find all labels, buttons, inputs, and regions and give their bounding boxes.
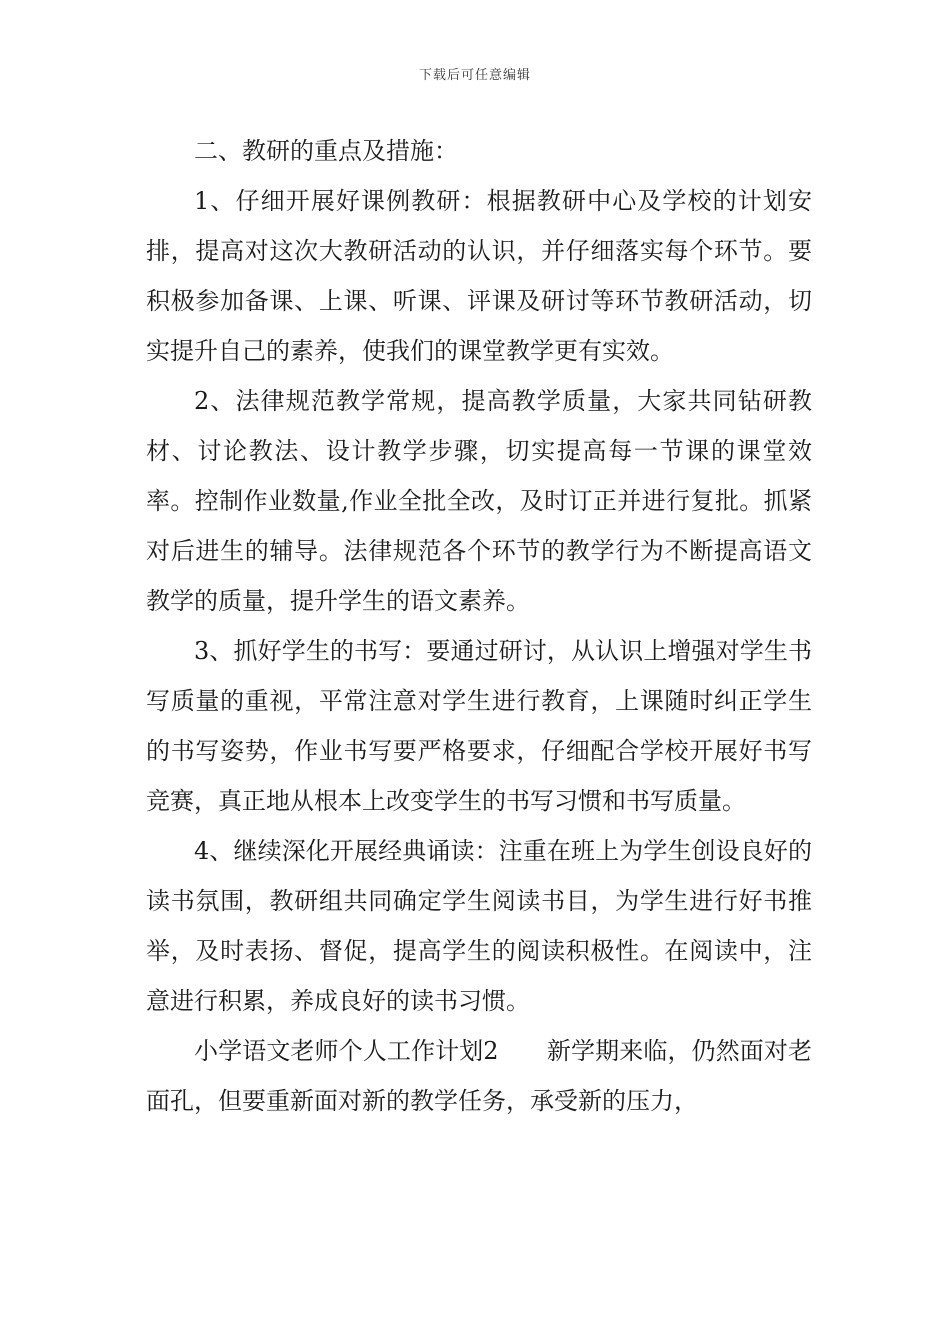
paragraph-item-4: 4、继续深化开展经典诵读：注重在班上为学生创设良好的读书氛围，教研组共同确定学生阅读书目，为学生进行好书推举，及时表扬、督促，提高学生的阅读积极性。在阅读中，注意进行积累，养成良好的读书习惯。 xyxy=(146,837,812,1015)
section-heading: 二、教研的重点及措施： xyxy=(194,137,458,165)
paragraph-item-1: 1、仔细开展好课例教研：根据教研中心及学校的计划安排，提高对这次大教研活动的认识，并仔细落实每个环节。要积极参加备课、上课、听课、评课及研讨等环节教研活动，切实提升自己的素养，使我们的课堂教学更有实效。 xyxy=(146,187,812,365)
paragraph-item-2: 2、法律规范教学常规，提高教学质量，大家共同钻研教材、讨论教法、设计教学步骤，切实提高每一节课的课堂效率。控制作业数量,作业全批全改，及时订正并进行复批。抓紧对后进生的辅导。法律规范各个环节的教学行为不断提高语文教学的质量，提升学生的语文素养。 xyxy=(146,387,812,615)
page-header-note: 下载后可任意编辑 xyxy=(418,68,531,83)
plan-2-intro-paragraph: 小学语文老师个人工作计划2 新学期来临，仍然面对老面孔，但要重新面对新的教学任务，承受新的压力， xyxy=(146,1037,812,1115)
document-body xyxy=(146,126,812,1126)
paragraph-item-3: 3、抓好学生的书写：要通过研讨，从认识上增强对学生书写质量的重视，平常注意对学生进行教育，上课随时纠正学生的书写姿势，作业书写要严格要求，仔细配合学校开展好书写竞赛，真正地从根本上改变学生的书写习惯和书写质量。 xyxy=(146,637,812,815)
